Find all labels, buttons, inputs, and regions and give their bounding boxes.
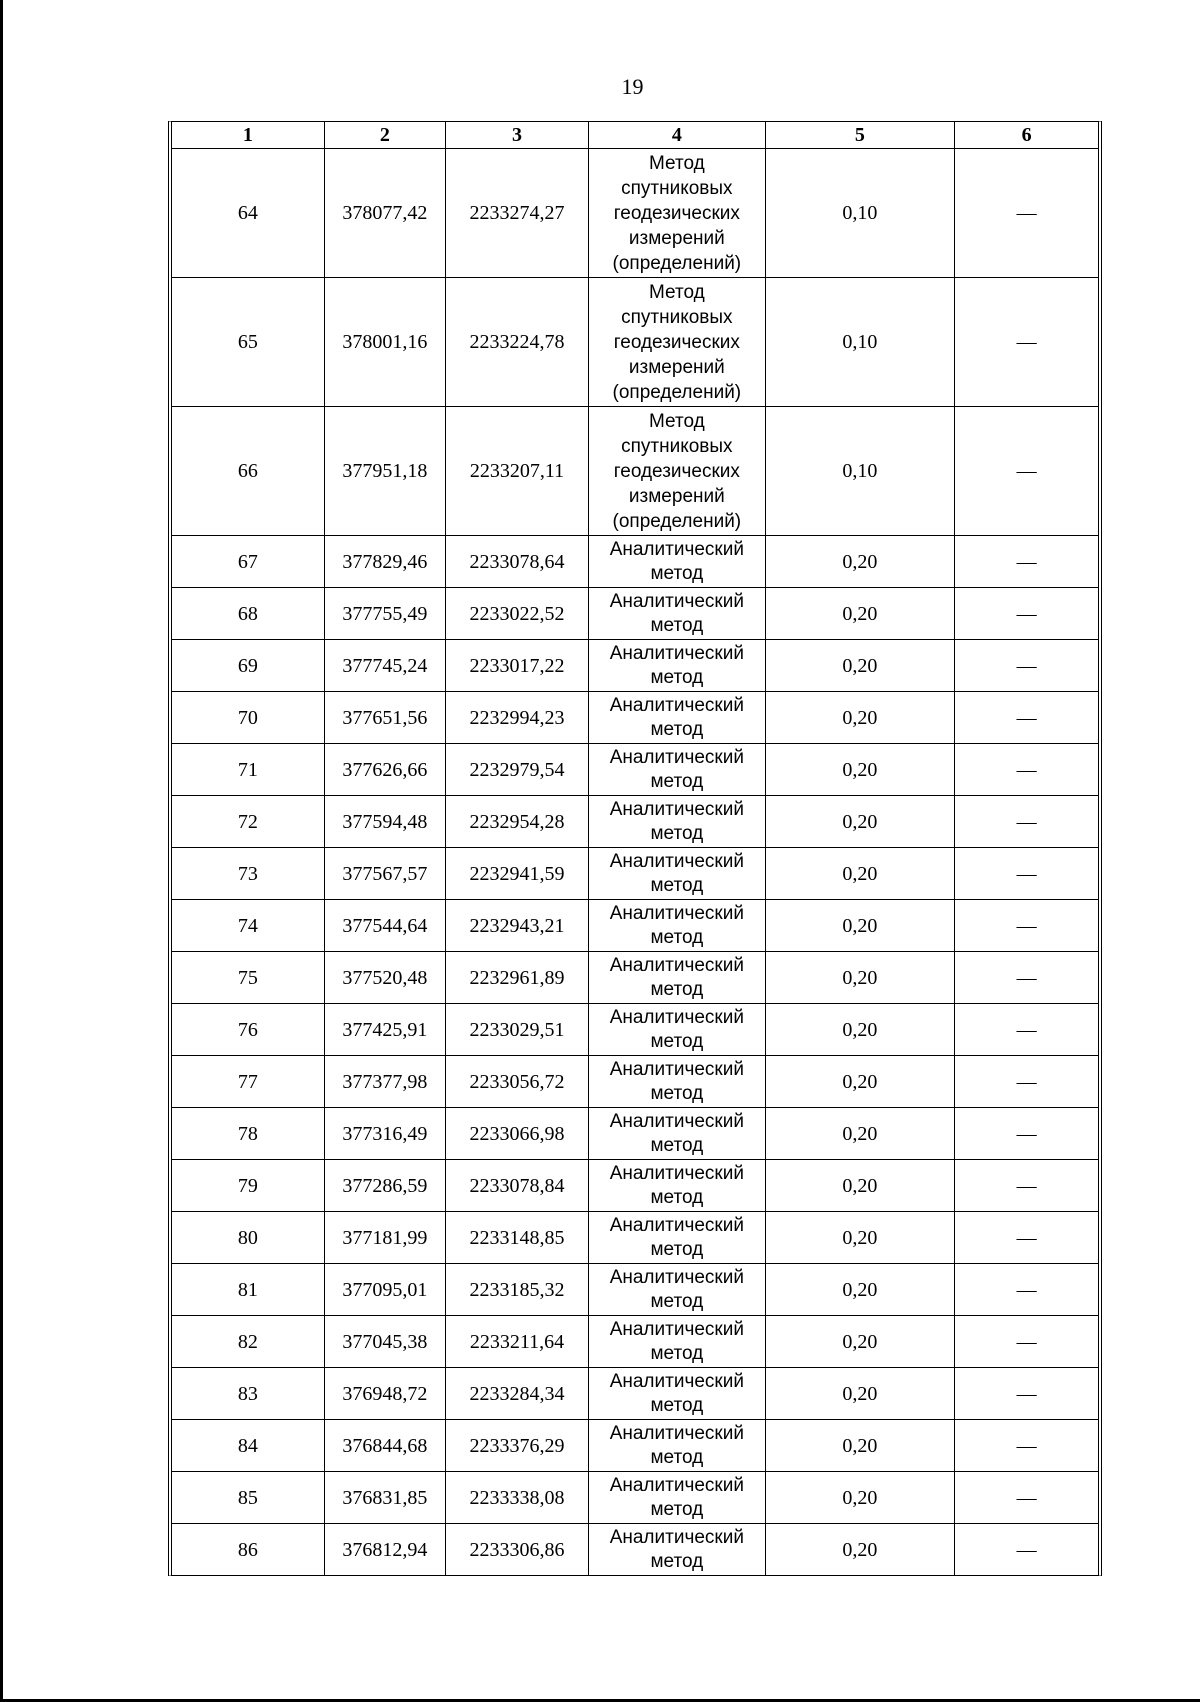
y-coordinate-cell: 2232954,28 bbox=[445, 796, 588, 848]
note-cell: — bbox=[955, 1524, 1098, 1576]
accuracy-cell: 0,20 bbox=[765, 796, 955, 848]
point-number-cell: 83 bbox=[172, 1368, 324, 1420]
coordinates-table-frame bbox=[168, 121, 1102, 1576]
table-row bbox=[172, 1472, 1098, 1524]
x-coordinate-cell: 377181,99 bbox=[324, 1212, 445, 1264]
note-cell: — bbox=[955, 149, 1098, 278]
table-row bbox=[172, 848, 1098, 900]
method-cell: Аналитический метод bbox=[589, 1004, 766, 1056]
x-coordinate-cell: 377425,91 bbox=[324, 1004, 445, 1056]
accuracy-cell: 0,20 bbox=[765, 588, 955, 640]
accuracy-cell: 0,20 bbox=[765, 1316, 955, 1368]
x-coordinate-cell: 377745,24 bbox=[324, 640, 445, 692]
header-col-1: 1 bbox=[172, 122, 324, 149]
accuracy-cell: 0,20 bbox=[765, 1004, 955, 1056]
accuracy-cell: 0,20 bbox=[765, 1264, 955, 1316]
note-cell: — bbox=[955, 796, 1098, 848]
header-col-5: 5 bbox=[765, 122, 955, 149]
x-coordinate-cell: 378077,42 bbox=[324, 149, 445, 278]
table-row bbox=[172, 1004, 1098, 1056]
accuracy-cell: 0,20 bbox=[765, 900, 955, 952]
table-row bbox=[172, 1160, 1098, 1212]
point-number-cell: 80 bbox=[172, 1212, 324, 1264]
point-number-cell: 77 bbox=[172, 1056, 324, 1108]
table-row bbox=[172, 1264, 1098, 1316]
x-coordinate-cell: 376844,68 bbox=[324, 1420, 445, 1472]
point-number-cell: 66 bbox=[172, 407, 324, 536]
note-cell: — bbox=[955, 1264, 1098, 1316]
table-row bbox=[172, 1420, 1098, 1472]
table-row bbox=[172, 536, 1098, 588]
y-coordinate-cell: 2232994,23 bbox=[445, 692, 588, 744]
method-cell: Аналитический метод bbox=[589, 848, 766, 900]
point-number-cell: 69 bbox=[172, 640, 324, 692]
method-cell: Аналитический метод bbox=[589, 1524, 766, 1576]
point-number-cell: 73 bbox=[172, 848, 324, 900]
accuracy-cell: 0,20 bbox=[765, 1524, 955, 1576]
point-number-cell: 72 bbox=[172, 796, 324, 848]
accuracy-cell: 0,10 bbox=[765, 407, 955, 536]
point-number-cell: 79 bbox=[172, 1160, 324, 1212]
point-number-cell: 75 bbox=[172, 952, 324, 1004]
note-cell: — bbox=[955, 1056, 1098, 1108]
method-cell: Аналитический метод bbox=[589, 952, 766, 1004]
table-row bbox=[172, 588, 1098, 640]
table-row bbox=[172, 640, 1098, 692]
x-coordinate-cell: 376812,94 bbox=[324, 1524, 445, 1576]
y-coordinate-cell: 2233017,22 bbox=[445, 640, 588, 692]
table-row bbox=[172, 1316, 1098, 1368]
point-number-cell: 74 bbox=[172, 900, 324, 952]
x-coordinate-cell: 377951,18 bbox=[324, 407, 445, 536]
accuracy-cell: 0,10 bbox=[765, 149, 955, 278]
table-row bbox=[172, 1056, 1098, 1108]
table-row bbox=[172, 744, 1098, 796]
method-cell: Аналитический метод bbox=[589, 588, 766, 640]
accuracy-cell: 0,20 bbox=[765, 1160, 955, 1212]
table-row bbox=[172, 278, 1098, 407]
coordinates-table bbox=[172, 122, 1098, 1575]
point-number-cell: 86 bbox=[172, 1524, 324, 1576]
table-row bbox=[172, 1212, 1098, 1264]
method-cell: Аналитический метод bbox=[589, 692, 766, 744]
method-cell: Метод спутниковых геодезических измерений (определений) bbox=[589, 407, 766, 536]
x-coordinate-cell: 377651,56 bbox=[324, 692, 445, 744]
note-cell: — bbox=[955, 407, 1098, 536]
x-coordinate-cell: 377594,48 bbox=[324, 796, 445, 848]
table-body bbox=[172, 149, 1098, 1576]
table-row bbox=[172, 149, 1098, 278]
table-row bbox=[172, 1108, 1098, 1160]
x-coordinate-cell: 376831,85 bbox=[324, 1472, 445, 1524]
table-row bbox=[172, 692, 1098, 744]
point-number-cell: 85 bbox=[172, 1472, 324, 1524]
y-coordinate-cell: 2232941,59 bbox=[445, 848, 588, 900]
y-coordinate-cell: 2233207,11 bbox=[445, 407, 588, 536]
point-number-cell: 65 bbox=[172, 278, 324, 407]
y-coordinate-cell: 2232979,54 bbox=[445, 744, 588, 796]
header-col-3: 3 bbox=[445, 122, 588, 149]
method-cell: Аналитический метод bbox=[589, 1316, 766, 1368]
method-cell: Метод спутниковых геодезических измерений (определений) bbox=[589, 278, 766, 407]
method-cell: Метод спутниковых геодезических измерений (определений) bbox=[589, 149, 766, 278]
table-row bbox=[172, 900, 1098, 952]
table-row bbox=[172, 1368, 1098, 1420]
note-cell: — bbox=[955, 536, 1098, 588]
accuracy-cell: 0,20 bbox=[765, 640, 955, 692]
x-coordinate-cell: 377626,66 bbox=[324, 744, 445, 796]
note-cell: — bbox=[955, 1108, 1098, 1160]
scan-edge-left bbox=[0, 0, 3, 1702]
accuracy-cell: 0,20 bbox=[765, 1108, 955, 1160]
point-number-cell: 64 bbox=[172, 149, 324, 278]
note-cell: — bbox=[955, 1420, 1098, 1472]
note-cell: — bbox=[955, 1212, 1098, 1264]
note-cell: — bbox=[955, 278, 1098, 407]
accuracy-cell: 0,20 bbox=[765, 1056, 955, 1108]
y-coordinate-cell: 2233338,08 bbox=[445, 1472, 588, 1524]
method-cell: Аналитический метод bbox=[589, 900, 766, 952]
y-coordinate-cell: 2233211,64 bbox=[445, 1316, 588, 1368]
method-cell: Аналитический метод bbox=[589, 744, 766, 796]
table-row bbox=[172, 952, 1098, 1004]
note-cell: — bbox=[955, 900, 1098, 952]
accuracy-cell: 0,20 bbox=[765, 952, 955, 1004]
accuracy-cell: 0,20 bbox=[765, 1212, 955, 1264]
y-coordinate-cell: 2233056,72 bbox=[445, 1056, 588, 1108]
y-coordinate-cell: 2233376,29 bbox=[445, 1420, 588, 1472]
point-number-cell: 71 bbox=[172, 744, 324, 796]
note-cell: — bbox=[955, 1316, 1098, 1368]
header-row bbox=[172, 122, 1098, 149]
note-cell: — bbox=[955, 1160, 1098, 1212]
point-number-cell: 67 bbox=[172, 536, 324, 588]
x-coordinate-cell: 377045,38 bbox=[324, 1316, 445, 1368]
x-coordinate-cell: 377567,57 bbox=[324, 848, 445, 900]
accuracy-cell: 0,20 bbox=[765, 744, 955, 796]
x-coordinate-cell: 377286,59 bbox=[324, 1160, 445, 1212]
header-col-2: 2 bbox=[324, 122, 445, 149]
y-coordinate-cell: 2232961,89 bbox=[445, 952, 588, 1004]
y-coordinate-cell: 2233078,64 bbox=[445, 536, 588, 588]
table-row bbox=[172, 407, 1098, 536]
method-cell: Аналитический метод bbox=[589, 1160, 766, 1212]
y-coordinate-cell: 2232943,21 bbox=[445, 900, 588, 952]
y-coordinate-cell: 2233274,27 bbox=[445, 149, 588, 278]
table-row bbox=[172, 796, 1098, 848]
note-cell: — bbox=[955, 1472, 1098, 1524]
point-number-cell: 70 bbox=[172, 692, 324, 744]
point-number-cell: 78 bbox=[172, 1108, 324, 1160]
point-number-cell: 82 bbox=[172, 1316, 324, 1368]
method-cell: Аналитический метод bbox=[589, 1212, 766, 1264]
method-cell: Аналитический метод bbox=[589, 1368, 766, 1420]
header-col-4: 4 bbox=[589, 122, 766, 149]
point-number-cell: 81 bbox=[172, 1264, 324, 1316]
y-coordinate-cell: 2233066,98 bbox=[445, 1108, 588, 1160]
accuracy-cell: 0,10 bbox=[765, 278, 955, 407]
y-coordinate-cell: 2233306,86 bbox=[445, 1524, 588, 1576]
x-coordinate-cell: 377544,64 bbox=[324, 900, 445, 952]
note-cell: — bbox=[955, 744, 1098, 796]
header-col-6: 6 bbox=[955, 122, 1098, 149]
method-cell: Аналитический метод bbox=[589, 640, 766, 692]
accuracy-cell: 0,20 bbox=[765, 1368, 955, 1420]
accuracy-cell: 0,20 bbox=[765, 1420, 955, 1472]
x-coordinate-cell: 377095,01 bbox=[324, 1264, 445, 1316]
method-cell: Аналитический метод bbox=[589, 1108, 766, 1160]
note-cell: — bbox=[955, 1368, 1098, 1420]
note-cell: — bbox=[955, 640, 1098, 692]
y-coordinate-cell: 2233284,34 bbox=[445, 1368, 588, 1420]
y-coordinate-cell: 2233022,52 bbox=[445, 588, 588, 640]
x-coordinate-cell: 377316,49 bbox=[324, 1108, 445, 1160]
method-cell: Аналитический метод bbox=[589, 536, 766, 588]
method-cell: Аналитический метод bbox=[589, 1420, 766, 1472]
accuracy-cell: 0,20 bbox=[765, 536, 955, 588]
x-coordinate-cell: 378001,16 bbox=[324, 278, 445, 407]
x-coordinate-cell: 377829,46 bbox=[324, 536, 445, 588]
note-cell: — bbox=[955, 952, 1098, 1004]
point-number-cell: 84 bbox=[172, 1420, 324, 1472]
point-number-cell: 76 bbox=[172, 1004, 324, 1056]
note-cell: — bbox=[955, 848, 1098, 900]
note-cell: — bbox=[955, 692, 1098, 744]
y-coordinate-cell: 2233185,32 bbox=[445, 1264, 588, 1316]
y-coordinate-cell: 2233224,78 bbox=[445, 278, 588, 407]
page-number: 19 bbox=[621, 74, 644, 99]
accuracy-cell: 0,20 bbox=[765, 1472, 955, 1524]
method-cell: Аналитический метод bbox=[589, 796, 766, 848]
note-cell: — bbox=[955, 1004, 1098, 1056]
accuracy-cell: 0,20 bbox=[765, 848, 955, 900]
y-coordinate-cell: 2233078,84 bbox=[445, 1160, 588, 1212]
method-cell: Аналитический метод bbox=[589, 1264, 766, 1316]
x-coordinate-cell: 376948,72 bbox=[324, 1368, 445, 1420]
method-cell: Аналитический метод bbox=[589, 1472, 766, 1524]
method-cell: Аналитический метод bbox=[589, 1056, 766, 1108]
table-row bbox=[172, 1524, 1098, 1576]
point-number-cell: 68 bbox=[172, 588, 324, 640]
y-coordinate-cell: 2233029,51 bbox=[445, 1004, 588, 1056]
x-coordinate-cell: 377377,98 bbox=[324, 1056, 445, 1108]
x-coordinate-cell: 377755,49 bbox=[324, 588, 445, 640]
accuracy-cell: 0,20 bbox=[765, 692, 955, 744]
y-coordinate-cell: 2233148,85 bbox=[445, 1212, 588, 1264]
note-cell: — bbox=[955, 588, 1098, 640]
x-coordinate-cell: 377520,48 bbox=[324, 952, 445, 1004]
